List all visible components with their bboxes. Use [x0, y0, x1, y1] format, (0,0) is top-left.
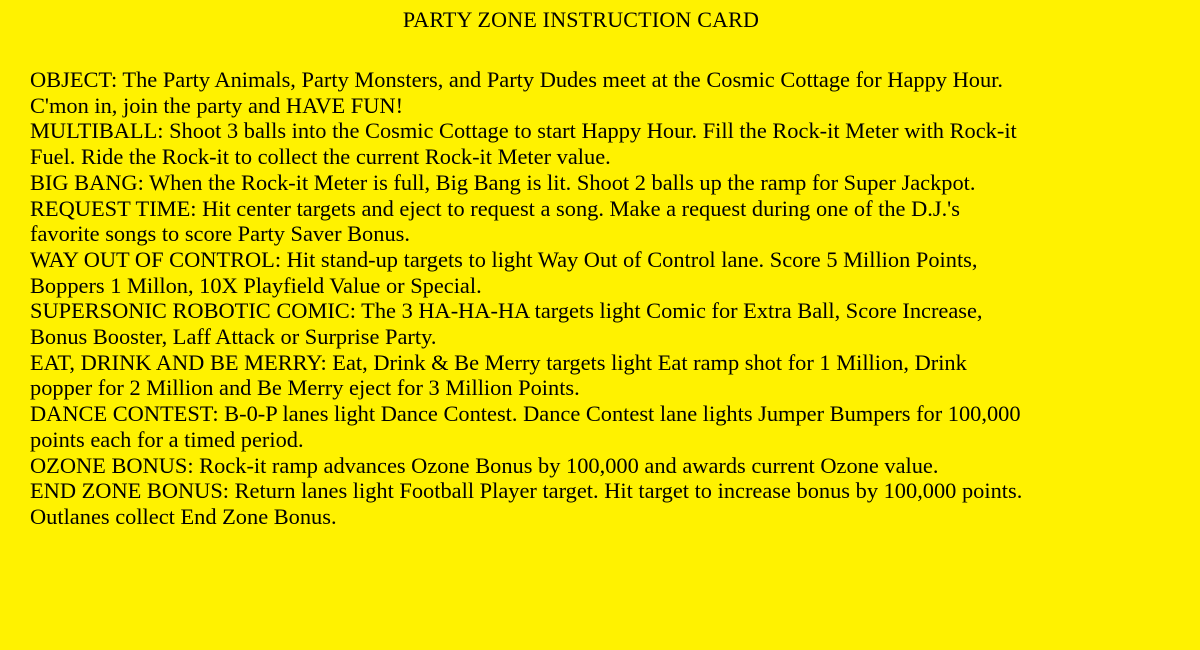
rule-line: Outlanes collect End Zone Bonus. [30, 503, 337, 529]
rule-line: BIG BANG: When the Rock-it Meter is full, Big Bang is lit. Shoot 2 balls up the ramp for Super Jackpot. [30, 169, 976, 195]
rule-line: Bonus Booster, Laff Attack or Surprise Party. [30, 324, 437, 350]
card-title: PARTY ZONE INSTRUCTION CARD [402, 7, 760, 32]
rule-line: EAT, DRINK AND BE MERRY: Eat, Drink & Be Merry targets light Eat ramp shot for 1 Million, Drink [30, 349, 967, 375]
rule-line: OBJECT: The Party Animals, Party Monsters, and Party Dudes meet at the Cosmic Cottage for Happy Hour. [30, 67, 1003, 92]
rule-line: END ZONE BONUS: Return lanes light Football Player target. Hit target to increase bonus by 100,000 points. [30, 478, 1023, 504]
rule-line: DANCE CONTEST: B-0-P lanes light Dance Contest. Dance Contest lane lights Jumper Bumpers for 100,000 [30, 401, 1021, 427]
rule-line: favorite songs to score Party Saver Bonus. [30, 221, 410, 247]
rule-line: REQUEST TIME: Hit center targets and eject to request a song. Make a request during one of the D.J.'s [30, 195, 960, 221]
rule-line: WAY OUT OF CONTROL: Hit stand-up targets to light Way Out of Control lane. Score 5 Million Points, [30, 246, 978, 272]
rule-line: SUPERSONIC ROBOTIC COMIC: The 3 HA-HA-HA targets light Comic for Extra Ball, Score Increase, [30, 298, 983, 324]
rules-text [30, 67, 1190, 530]
rule-line: MULTIBALL: Shoot 3 balls into the Cosmic Cottage to start Happy Hour. Fill the Rock-it Meter with Rock-it [30, 118, 1017, 144]
rule-line: OZONE BONUS: Rock-it ramp advances Ozone Bonus by 100,000 and awards current Ozone value. [30, 452, 939, 478]
rule-line: popper for 2 Million and Be Merry eject for 3 Million Points. [30, 375, 580, 401]
rule-line: Boppers 1 Millon, 10X Playfield Value or Special. [30, 272, 482, 298]
rule-line: C'mon in, join the party and HAVE FUN! [30, 92, 404, 118]
rule-line: points each for a timed period. [30, 426, 304, 452]
rule-line: Fuel. Ride the Rock-it to collect the current Rock-it Meter value. [30, 144, 611, 170]
